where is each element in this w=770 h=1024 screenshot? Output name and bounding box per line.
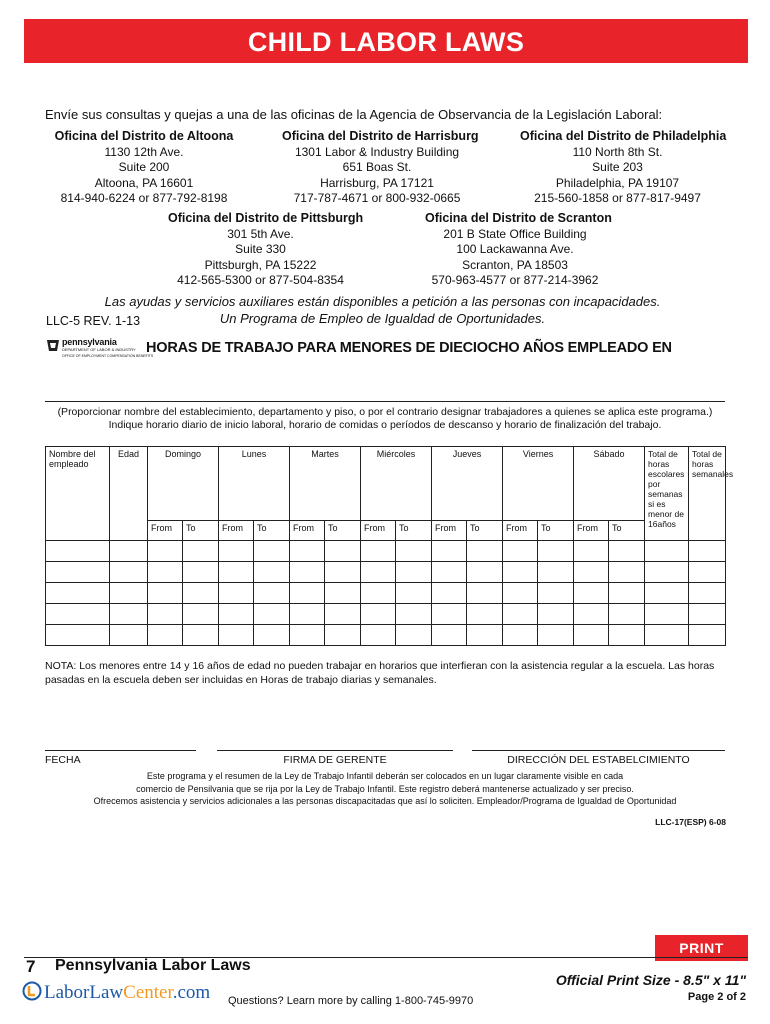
office-line: 651 Boas St. [342, 160, 412, 174]
table-cell[interactable] [110, 583, 148, 604]
print-size: Official Print Size - 8.5" x 11" [555, 972, 746, 988]
table-cell[interactable] [183, 583, 219, 604]
table-cell[interactable] [467, 583, 503, 604]
office-line: 301 5th Ave. [227, 226, 294, 241]
header-to: To [396, 521, 432, 541]
table-row [46, 541, 726, 562]
office-name: Oficina del Distrito de Scranton [425, 211, 612, 225]
office-philadelphia [520, 129, 727, 207]
office-line: 1130 12th Ave. [104, 144, 184, 159]
brand-tld: .com [172, 982, 211, 1003]
hours-title: HORAS DE TRABAJO PARA MENORES DE DIECIOCHO AÑOS EMPLEADO EN [146, 340, 672, 356]
date-label: FECHA [45, 754, 81, 766]
office-line: Scranton, PA 18503 [462, 257, 568, 272]
page-number: 7 [26, 957, 36, 976]
office-phone: 570-963-4577 or 877-214-3962 [431, 273, 599, 287]
table-cell[interactable] [538, 541, 574, 562]
header-to: To [609, 521, 645, 541]
table-cell[interactable] [254, 583, 290, 604]
brand-accent: Center [123, 982, 173, 1003]
header-from: From [503, 521, 538, 541]
table-cell[interactable] [183, 562, 219, 583]
office-phone: 814-940-6224 or 877-792-8198 [60, 191, 228, 205]
office-line: 100 Lackawanna Ave. [456, 242, 574, 256]
table-cell[interactable] [183, 541, 219, 562]
table-cell[interactable] [361, 541, 396, 562]
table-cell[interactable] [219, 583, 254, 604]
office-line: Suite 330 [235, 242, 286, 256]
table-cell[interactable] [46, 541, 110, 562]
publication-title: Pennsylvania Labor Laws [55, 957, 251, 974]
header-day: Domingo [148, 447, 219, 521]
table-cell[interactable] [396, 541, 432, 562]
table-cell[interactable] [503, 625, 538, 646]
office-line: Philadelphia, PA 19107 [555, 175, 680, 190]
table-cell[interactable] [609, 583, 645, 604]
header-to: To [183, 521, 219, 541]
logo-office: OFFICE OF EMPLOYMENT COMPENSATION BENEFITS [62, 354, 154, 358]
header-to: To [538, 521, 574, 541]
table-cell[interactable] [396, 625, 432, 646]
header-from: From [361, 521, 396, 541]
table-cell[interactable] [689, 604, 726, 625]
laborlawcenter-icon [22, 981, 42, 1001]
table-cell[interactable] [325, 625, 361, 646]
table-cell[interactable] [467, 541, 503, 562]
posting-line: Este programa y el resumen de la Ley de Trabajo Infantil deberán ser colocados en un lugar claramente visible en cada [146, 771, 624, 781]
table-cell[interactable] [290, 541, 325, 562]
office-phone: 717-787-4671 or 800-932-0665 [293, 191, 461, 205]
hours-table [45, 446, 734, 646]
table-cell[interactable] [325, 562, 361, 583]
table-cell[interactable] [219, 562, 254, 583]
table-cell[interactable] [290, 604, 325, 625]
header-from: From [290, 521, 325, 541]
questions-text: Questions? Learn more by calling 1-800-745-9970 [228, 995, 474, 1007]
table-cell[interactable] [538, 583, 574, 604]
print-button[interactable]: PRINT [655, 935, 748, 961]
table-cell[interactable] [361, 604, 396, 625]
table-cell[interactable] [148, 625, 183, 646]
title-banner: CHILD LABOR LAWS [24, 19, 748, 63]
establishment-line [45, 401, 725, 402]
header-day: Jueves [432, 447, 503, 521]
keystone-icon [46, 338, 60, 352]
table-cell[interactable] [609, 604, 645, 625]
table-cell[interactable] [219, 625, 254, 646]
table-cell[interactable] [432, 583, 467, 604]
table-cell[interactable] [432, 541, 467, 562]
instruction-text: (Proporcionar nombre del establecimiento, departamento y piso, o por el contrario designar trabajadores a quienes se aplica este programa.) [57, 406, 713, 418]
table-cell[interactable] [148, 583, 183, 604]
table-cell[interactable] [254, 625, 290, 646]
office-scranton [425, 211, 612, 289]
header-total-school: Total de horas escolares por semanas si es menor de 16años [645, 447, 689, 541]
table-cell[interactable] [183, 625, 219, 646]
page-of: Page 2 of 2 [687, 991, 746, 1003]
header-day: Martes [290, 447, 361, 521]
office-line: Suite 203 [592, 160, 643, 174]
table-cell[interactable] [110, 562, 148, 583]
table-cell[interactable] [538, 625, 574, 646]
table-cell[interactable] [574, 583, 609, 604]
header-from: From [219, 521, 254, 541]
office-phone: 412-565-5300 or 877-504-8354 [177, 273, 344, 287]
equal-opportunity-note: Un Programa de Empleo de Igualdad de Oportunidades. [219, 311, 546, 326]
revision-code: LLC-5 REV. 1-13 [46, 314, 141, 328]
office-pittsburgh [168, 211, 364, 289]
table-cell[interactable] [432, 562, 467, 583]
table-cell[interactable] [645, 625, 689, 646]
table-cell[interactable] [148, 562, 183, 583]
table-cell[interactable] [574, 562, 609, 583]
office-line: Harrisburg, PA 17121 [320, 175, 434, 190]
table-cell[interactable] [219, 541, 254, 562]
table-cell[interactable] [254, 604, 290, 625]
table-cell[interactable] [396, 583, 432, 604]
table-cell[interactable] [645, 583, 689, 604]
table-cell[interactable] [148, 604, 183, 625]
office-name: Oficina del Distrito de Philadelphia [520, 129, 727, 143]
manager-signature-line[interactable] [217, 750, 453, 751]
aux-services-note: Las ayudas y servicios auxiliares están disponibles a petición a las personas con incapacidades. [104, 294, 661, 309]
table-cell[interactable] [183, 604, 219, 625]
table-cell[interactable] [503, 604, 538, 625]
table-cell[interactable] [609, 625, 645, 646]
posting-line: Ofrecemos asistencia y servicios adicionales a las personas discapacitadas que así lo soliciten. Empleador/Programa de Igualdad de Oportunidad [93, 796, 677, 806]
office-line: Altoona, PA 16601 [94, 175, 194, 190]
table-cell[interactable] [396, 562, 432, 583]
table-cell[interactable] [609, 541, 645, 562]
office-name: Oficina del Distrito de Altoona [54, 129, 234, 143]
date-line[interactable] [45, 750, 196, 751]
table-cell[interactable] [467, 604, 503, 625]
table-cell[interactable] [396, 604, 432, 625]
table-cell[interactable] [290, 583, 325, 604]
table-cell[interactable] [219, 604, 254, 625]
manager-label: FIRMA DE GERENTE [283, 754, 387, 766]
table-cell[interactable] [254, 562, 290, 583]
header-from: From [432, 521, 467, 541]
posting-line: comercio de Pensilvania que se rija por la Ley de Trabajo Infantil. Este registro deberá mantenerse actualizado y ser preciso. [136, 783, 634, 794]
office-phone: 215-560-1858 or 877-817-9497 [534, 191, 701, 205]
table-cell[interactable] [689, 562, 726, 583]
table-cell[interactable] [645, 562, 689, 583]
table-cell[interactable] [110, 541, 148, 562]
table-cell[interactable] [325, 583, 361, 604]
table-cell[interactable] [361, 583, 396, 604]
header-day: Lunes [219, 447, 290, 521]
table-cell[interactable] [574, 625, 609, 646]
table-cell[interactable] [538, 562, 574, 583]
table-row [46, 625, 726, 646]
table-cell[interactable] [467, 625, 503, 646]
office-name: Oficina del Distrito de Harrisburg [282, 129, 479, 143]
form-code: LLC-17(ESP) 6-08 [655, 817, 726, 827]
table-cell[interactable] [110, 625, 148, 646]
office-line: Pittsburgh, PA 15222 [204, 257, 317, 272]
header-total-weekly: Total de horas semanales [689, 447, 726, 541]
header-age: Edad [110, 447, 148, 541]
instruction-text: Indique horario diario de inicio laboral, horario de comidas o períodos de descanso y horario de finalización del trabajo. [108, 419, 662, 431]
table-row [46, 583, 726, 604]
header-from: From [148, 521, 183, 541]
table-cell[interactable] [689, 583, 726, 604]
intro-text: Envíe sus consultas y quejas a una de las oficinas de la Agencia de Observancia de la Legislación Laboral: [45, 107, 663, 122]
office-harrisburg [282, 129, 479, 207]
table-cell[interactable] [503, 541, 538, 562]
table-cell[interactable] [689, 625, 726, 646]
table-cell[interactable] [609, 562, 645, 583]
table-cell[interactable] [432, 604, 467, 625]
office-name: Oficina del Distrito de Pittsburgh [168, 211, 364, 225]
table-cell[interactable] [361, 625, 396, 646]
logo-name: pennsylvania [62, 337, 117, 347]
header-to: To [254, 521, 290, 541]
laborlawcenter-logo[interactable] [22, 981, 210, 1004]
table-cell[interactable] [503, 583, 538, 604]
brand-main: LaborLaw [44, 982, 124, 1003]
logo-department: DEPARTMENT OF LABOR & INDUSTRY [62, 347, 136, 352]
header-employee-name: Nombre del empleado [46, 447, 110, 541]
table-cell[interactable] [325, 541, 361, 562]
table-cell[interactable] [110, 604, 148, 625]
table-cell[interactable] [290, 625, 325, 646]
table-cell[interactable] [148, 541, 183, 562]
office-line: 110 North 8th St. [572, 144, 663, 159]
header-to: To [467, 521, 503, 541]
table-row [46, 604, 726, 625]
table-cell[interactable] [46, 604, 110, 625]
table-cell[interactable] [689, 541, 726, 562]
table-cell[interactable] [645, 604, 689, 625]
header-from: From [574, 521, 609, 541]
office-line: 201 B State Office Building [443, 226, 587, 241]
office-line: Suite 200 [118, 160, 170, 174]
header-day: Viernes [503, 447, 574, 521]
table-cell[interactable] [467, 562, 503, 583]
header-day: Miércoles [361, 447, 432, 521]
table-cell[interactable] [503, 562, 538, 583]
management-label: DIRECCIÓN DEL ESTABELCIMIENTO [507, 754, 690, 766]
table-cell[interactable] [574, 604, 609, 625]
management-line[interactable] [472, 750, 725, 751]
table-cell[interactable] [325, 604, 361, 625]
posting-requirements [45, 770, 725, 808]
table-cell[interactable] [432, 625, 467, 646]
nota-text: NOTA: Los menores entre 14 y 16 años de edad no pueden trabajar en horarios que interfieran con la asistencia regular a la escuela. Las horas pasadas en la escuela deben ser incluidas en Horas de trabajo diarias y semanales. [45, 660, 715, 686]
office-line: 1301 Labor & Industry Building [294, 144, 460, 159]
pennsylvania-logo [46, 337, 154, 361]
table-cell[interactable] [574, 541, 609, 562]
table-cell[interactable] [46, 625, 110, 646]
table-cell[interactable] [46, 562, 110, 583]
header-day: Sábado [574, 447, 645, 521]
table-cell[interactable] [361, 562, 396, 583]
table-cell[interactable] [290, 562, 325, 583]
office-altoona [54, 129, 234, 207]
table-cell[interactable] [645, 541, 689, 562]
header-to: To [325, 521, 361, 541]
table-cell[interactable] [46, 583, 110, 604]
table-cell[interactable] [538, 604, 574, 625]
table-row [46, 562, 726, 583]
table-cell[interactable] [254, 541, 290, 562]
